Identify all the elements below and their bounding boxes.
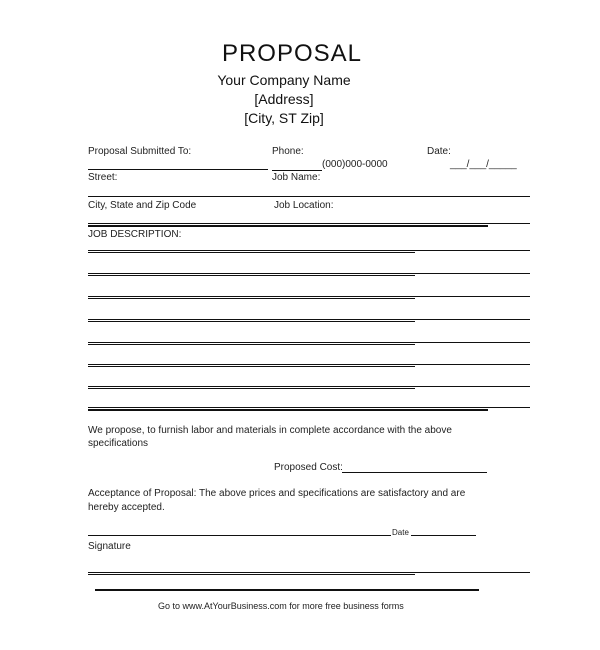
description-line-short xyxy=(88,366,415,367)
city-job-location-line[interactable] xyxy=(88,223,530,224)
street-job-name-line[interactable] xyxy=(88,196,530,197)
proposal-submitted-to-label: Proposal Submitted To: xyxy=(88,146,192,157)
signature-date-line[interactable] xyxy=(411,535,476,536)
proposal-submitted-to-line[interactable] xyxy=(88,169,268,170)
closing-line-short xyxy=(88,574,415,575)
job-name-label: Job Name: xyxy=(272,172,321,183)
description-line[interactable] xyxy=(88,296,530,297)
signature-line[interactable] xyxy=(88,535,391,536)
description-divider xyxy=(88,409,488,411)
description-line[interactable] xyxy=(88,342,530,343)
description-line-short xyxy=(88,275,415,276)
description-line-short xyxy=(88,252,415,253)
signature-label: Signature xyxy=(88,541,131,552)
company-city-line: [City, ST Zip] xyxy=(244,110,324,126)
description-line-short xyxy=(88,344,415,345)
street-label: Street: xyxy=(88,172,118,183)
phone-value[interactable]: (000)000-0000 xyxy=(322,159,388,170)
date-small-label: Date xyxy=(392,528,409,537)
section-divider xyxy=(88,225,488,227)
job-description-label: JOB DESCRIPTION: xyxy=(88,229,182,240)
date-label: Date: xyxy=(427,146,451,157)
acceptance-text-line-2: hereby accepted. xyxy=(88,502,165,513)
description-line[interactable] xyxy=(88,250,530,251)
proposed-cost-line[interactable] xyxy=(342,472,487,473)
propose-text-line-2: specifications xyxy=(88,438,149,449)
acceptance-text-line-1: Acceptance of Proposal: The above prices and specifications are satisfactory and are xyxy=(88,488,466,499)
page-title: PROPOSAL xyxy=(221,40,363,67)
description-line[interactable] xyxy=(88,407,530,408)
phone-label: Phone: xyxy=(272,146,304,157)
description-line-short xyxy=(88,388,415,389)
company-address: [Address] xyxy=(254,91,314,107)
footer-divider xyxy=(95,589,479,591)
job-location-label: Job Location: xyxy=(274,200,334,211)
phone-line xyxy=(272,170,322,171)
proposed-cost-label: Proposed Cost: xyxy=(274,462,343,473)
propose-text-line-1: We propose, to furnish labor and materials in complete accordance with the above xyxy=(88,425,452,436)
description-line-short xyxy=(88,321,415,322)
date-value[interactable]: ___/___/_____ xyxy=(450,159,517,170)
description-line[interactable] xyxy=(88,319,530,320)
closing-line xyxy=(88,572,530,573)
description-line[interactable] xyxy=(88,273,530,274)
description-line[interactable] xyxy=(88,386,530,387)
description-line[interactable] xyxy=(88,364,530,365)
company-name: Your Company Name xyxy=(217,72,351,88)
description-line-short xyxy=(88,298,415,299)
city-state-zip-label: City, State and Zip Code xyxy=(88,200,197,211)
footer-text: Go to www.AtYourBusiness.com for more free business forms xyxy=(158,601,404,611)
